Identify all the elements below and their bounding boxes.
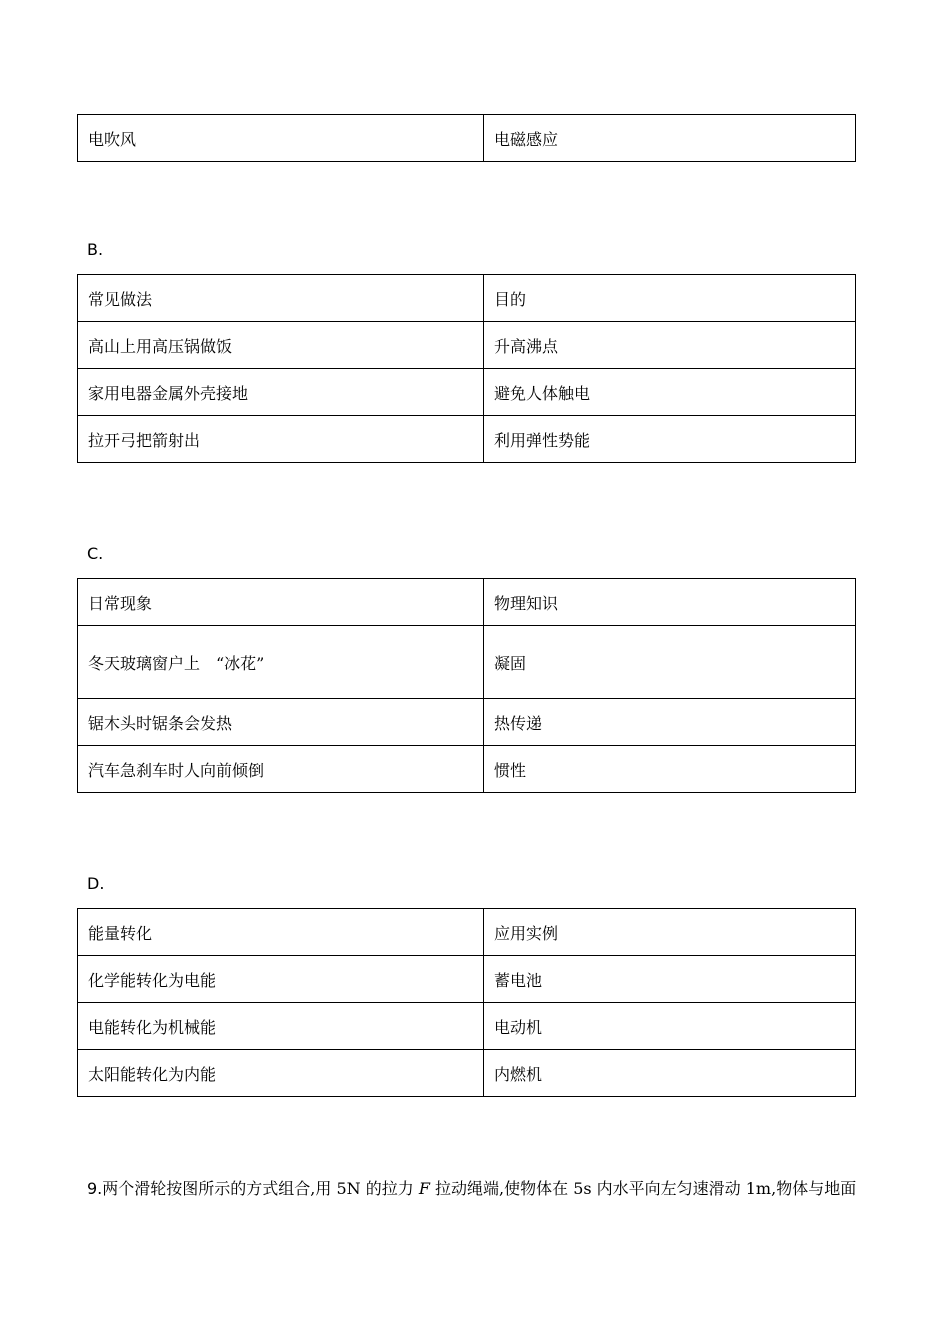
table-cell: 应用实例 — [484, 909, 856, 956]
table-cell: 常见做法 — [78, 275, 484, 322]
table-cell: 目的 — [484, 275, 856, 322]
table-cell: 内燃机 — [484, 1050, 856, 1097]
table-header-row — [78, 579, 856, 626]
force-symbol: F — [418, 1179, 430, 1198]
option-d-label: D. — [87, 874, 105, 893]
table-row — [78, 322, 856, 369]
table-cell: 锯木头时锯条会发热 — [78, 699, 484, 746]
table-cell: 化学能转化为电能 — [78, 956, 484, 1003]
table-header-row — [78, 275, 856, 322]
table-row — [78, 626, 856, 699]
question-number: 9. — [87, 1179, 103, 1198]
option-b-table — [77, 274, 856, 463]
question-text-part: 两个滑轮按图所示的方式组合,用 5N 的拉力 — [102, 1179, 414, 1198]
option-a-table — [77, 114, 856, 162]
table-cell: 太阳能转化为内能 — [78, 1050, 484, 1097]
table-cell: 能量转化 — [78, 909, 484, 956]
option-c-table — [77, 578, 856, 793]
question-text-part: 拉动绳端,使物体在 5s 内水平向左匀速滑动 1m,物体与地面 — [435, 1179, 857, 1198]
option-c-label: C. — [87, 544, 104, 563]
table-cell: 家用电器金属外壳接地 — [78, 369, 484, 416]
table-cell: 拉开弓把箭射出 — [78, 416, 484, 463]
table-row — [78, 369, 856, 416]
table-cell: 高山上用高压锅做饭 — [78, 322, 484, 369]
table-cell: 日常现象 — [78, 579, 484, 626]
table-row — [78, 746, 856, 793]
table-cell: 避免人体触电 — [484, 369, 856, 416]
table-cell: 物理知识 — [484, 579, 856, 626]
table-row — [78, 1003, 856, 1050]
table-row — [78, 956, 856, 1003]
table-cell: 冬天玻璃窗户上 “冰花” — [78, 626, 484, 699]
table-row — [78, 699, 856, 746]
table-cell: 电动机 — [484, 1003, 856, 1050]
option-d-table — [77, 908, 856, 1097]
table-row — [78, 1050, 856, 1097]
table-cell: 凝固 — [484, 626, 856, 699]
option-b-label: B. — [87, 240, 104, 259]
question-9-text — [87, 1176, 856, 1199]
table-row — [78, 416, 856, 463]
table-cell: 电吹风 — [78, 115, 484, 162]
table-cell: 惯性 — [484, 746, 856, 793]
table-cell: 利用弹性势能 — [484, 416, 856, 463]
table-cell: 蓄电池 — [484, 956, 856, 1003]
table-row — [78, 115, 856, 162]
table-cell: 热传递 — [484, 699, 856, 746]
table-header-row — [78, 909, 856, 956]
table-cell: 电能转化为机械能 — [78, 1003, 484, 1050]
table-cell: 汽车急刹车时人向前倾倒 — [78, 746, 484, 793]
table-cell: 升高沸点 — [484, 322, 856, 369]
table-cell: 电磁感应 — [484, 115, 856, 162]
